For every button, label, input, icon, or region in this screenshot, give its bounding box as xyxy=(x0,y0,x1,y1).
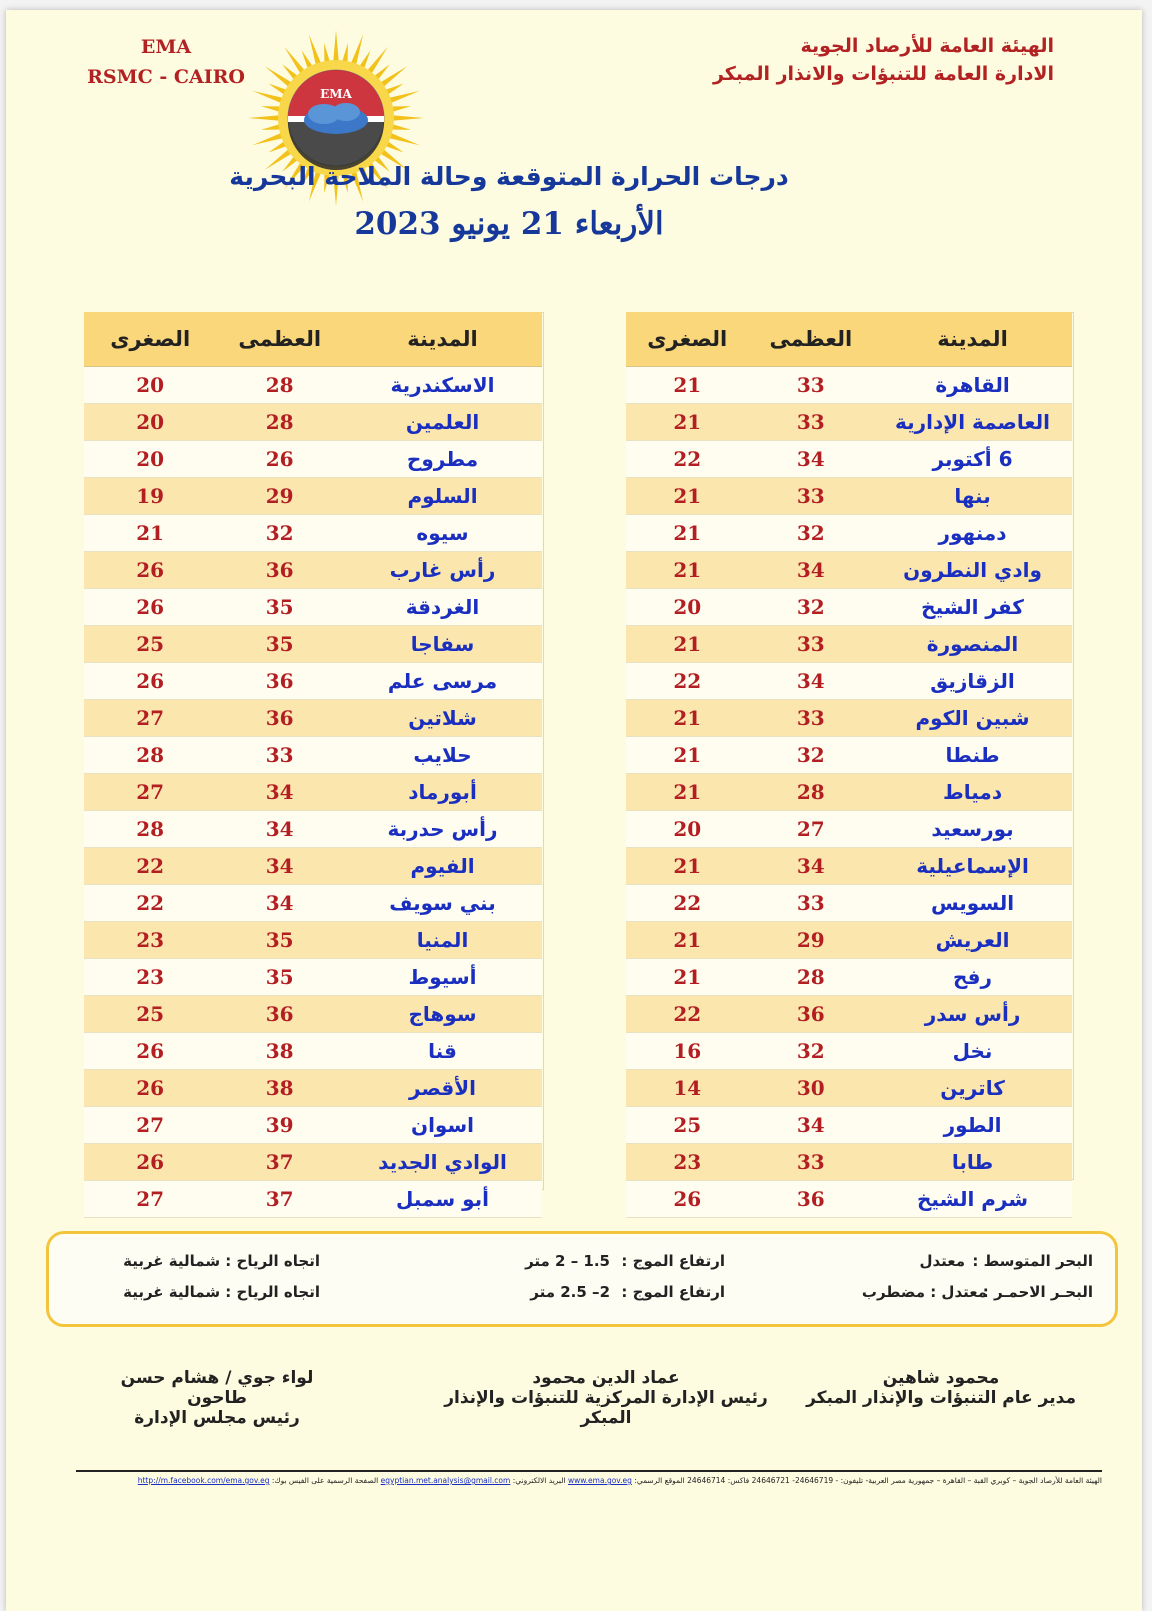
max-temp: 32 xyxy=(749,515,874,552)
city-name: رأس غارب xyxy=(343,552,542,589)
col-min-header: الصغرى xyxy=(626,312,749,367)
col-city-header: المدينة xyxy=(873,312,1072,367)
max-temp: 29 xyxy=(216,478,343,515)
table-row xyxy=(84,700,542,737)
table-row xyxy=(626,1107,1072,1144)
city-name: أسيوط xyxy=(343,959,542,996)
city-name: القاهرة xyxy=(873,367,1072,404)
max-temp: 38 xyxy=(216,1070,343,1107)
table-row xyxy=(84,922,542,959)
max-temp: 32 xyxy=(749,737,874,774)
city-name: بنها xyxy=(873,478,1072,515)
max-temp: 33 xyxy=(749,367,874,404)
signatory-name: عماد الدين محمود xyxy=(532,1368,680,1388)
col-max-header: العظمى xyxy=(749,312,874,367)
city-name: الزقازيق xyxy=(873,663,1072,700)
city-name: الإسماعيلية xyxy=(873,848,1072,885)
table-row xyxy=(626,700,1072,737)
city-name: دمنهور xyxy=(873,515,1072,552)
city-name: رأس حدربة xyxy=(343,811,542,848)
wind-direction: اتجاه الرياح : شمالية غربية xyxy=(123,1252,320,1270)
col-city-header: المدينة xyxy=(343,312,542,367)
city-name: رفح xyxy=(873,959,1072,996)
city-name: سوهاج xyxy=(343,996,542,1033)
table-row xyxy=(626,774,1072,811)
min-temp: 27 xyxy=(84,774,216,811)
min-temp: 21 xyxy=(626,515,749,552)
city-name: اسوان xyxy=(343,1107,542,1144)
min-temp: 26 xyxy=(626,1181,749,1218)
website-link[interactable]: www.ema.gov.eg xyxy=(567,1476,632,1485)
bulletin-title: درجات الحرارة المتوقعة وحالة الملاحة البحرية xyxy=(229,162,789,191)
table-row xyxy=(84,885,542,922)
max-temp: 34 xyxy=(216,774,343,811)
min-temp: 21 xyxy=(626,478,749,515)
min-temp: 28 xyxy=(84,811,216,848)
max-temp: 28 xyxy=(749,959,874,996)
table-row xyxy=(84,552,542,589)
table-row xyxy=(84,1107,542,1144)
max-temp: 38 xyxy=(216,1033,343,1070)
min-temp: 22 xyxy=(84,885,216,922)
min-temp: 21 xyxy=(626,404,749,441)
max-temp: 34 xyxy=(749,441,874,478)
table-row xyxy=(626,441,1072,478)
footer-contact xyxy=(76,1476,1102,1485)
city-name: شرم الشيخ xyxy=(873,1181,1072,1218)
min-temp: 21 xyxy=(626,552,749,589)
email-label: البريد الالكتروني: xyxy=(512,1476,566,1485)
left-temperature-table xyxy=(84,312,542,1218)
min-temp: 27 xyxy=(84,1107,216,1144)
city-name: 6 أكتوبر xyxy=(873,441,1072,478)
table-row xyxy=(84,1033,542,1070)
min-temp: 25 xyxy=(84,626,216,663)
max-temp: 34 xyxy=(749,552,874,589)
min-temp: 26 xyxy=(84,1070,216,1107)
city-name: بورسعيد xyxy=(873,811,1072,848)
min-temp: 21 xyxy=(626,700,749,737)
max-temp: 33 xyxy=(749,404,874,441)
min-temp: 23 xyxy=(84,922,216,959)
city-name: دمياط xyxy=(873,774,1072,811)
min-temp: 23 xyxy=(626,1144,749,1181)
max-temp: 36 xyxy=(749,996,874,1033)
table-row xyxy=(626,478,1072,515)
city-name: الطور xyxy=(873,1107,1072,1144)
city-name: مطروح xyxy=(343,441,542,478)
min-temp: 21 xyxy=(626,959,749,996)
city-name: العاصمة الإدارية xyxy=(873,404,1072,441)
city-name: كاترين xyxy=(873,1070,1072,1107)
table-row xyxy=(84,1181,542,1218)
table-row xyxy=(626,552,1072,589)
ema-acronym: EMA xyxy=(140,36,192,58)
signature-forecast-director xyxy=(806,1368,1076,1408)
table-row xyxy=(84,959,542,996)
min-temp: 27 xyxy=(84,700,216,737)
max-temp: 28 xyxy=(749,774,874,811)
table-row xyxy=(626,663,1072,700)
wave-height-label: ارتفاع الموج : xyxy=(621,1252,725,1270)
signature-chairman xyxy=(92,1368,342,1428)
max-temp: 34 xyxy=(216,848,343,885)
org-line-1: الهيئة العامة للأرصاد الجوية xyxy=(800,35,1054,57)
table-row xyxy=(84,441,542,478)
city-name: أبو سمبل xyxy=(343,1181,542,1218)
wind-direction: اتجاه الرياح : شمالية غربية xyxy=(123,1283,320,1301)
min-temp: 26 xyxy=(84,1144,216,1181)
city-name: طنطا xyxy=(873,737,1072,774)
max-temp: 33 xyxy=(749,700,874,737)
wave-height-value: 2– 2.5 متر xyxy=(530,1283,610,1301)
max-temp: 33 xyxy=(749,885,874,922)
footer-divider xyxy=(76,1470,1102,1472)
table-row xyxy=(84,848,542,885)
max-temp: 27 xyxy=(749,811,874,848)
min-temp: 22 xyxy=(626,441,749,478)
city-name: وادي النطرون xyxy=(873,552,1072,589)
signatory-name: لواء جوي / هشام حسن طاحون xyxy=(120,1368,314,1408)
min-temp: 25 xyxy=(626,1107,749,1144)
org-line-2: الادارة العامة للتنبؤات والانذار المبكر xyxy=(712,63,1054,85)
table-row xyxy=(626,1181,1072,1218)
city-name: قنا xyxy=(343,1033,542,1070)
city-name: المنيا xyxy=(343,922,542,959)
city-name: السلوم xyxy=(343,478,542,515)
table-row xyxy=(84,737,542,774)
city-name: سفاجا xyxy=(343,626,542,663)
min-temp: 20 xyxy=(84,367,216,404)
max-temp: 35 xyxy=(216,959,343,996)
table-row xyxy=(84,774,542,811)
wave-height-label: ارتفاع الموج : xyxy=(621,1283,725,1301)
min-temp: 26 xyxy=(84,589,216,626)
city-name: الوادي الجديد xyxy=(343,1144,542,1181)
min-temp: 20 xyxy=(626,811,749,848)
facebook-link[interactable]: http://m.facebook.com/ema.gov.eg xyxy=(137,1476,270,1485)
max-temp: 35 xyxy=(216,589,343,626)
table-row xyxy=(626,1070,1072,1107)
signature-central-director xyxy=(416,1368,796,1428)
min-temp: 21 xyxy=(626,848,749,885)
city-name: الفيوم xyxy=(343,848,542,885)
email-link[interactable]: egyptian.met.analysis@gmail.com xyxy=(380,1476,511,1485)
max-temp: 28 xyxy=(216,404,343,441)
min-temp: 21 xyxy=(84,515,216,552)
min-temp: 20 xyxy=(84,441,216,478)
table-row xyxy=(626,885,1072,922)
bulletin-date: الأربعاء 21 يونيو 2023 xyxy=(354,206,664,242)
min-temp: 21 xyxy=(626,922,749,959)
organization-name xyxy=(713,32,1054,88)
table-row xyxy=(626,515,1072,552)
city-name: بني سويف xyxy=(343,885,542,922)
min-temp: 26 xyxy=(84,552,216,589)
min-temp: 26 xyxy=(84,1033,216,1070)
min-temp: 26 xyxy=(84,663,216,700)
max-temp: 35 xyxy=(216,922,343,959)
table-row xyxy=(626,922,1072,959)
city-name: العلمين xyxy=(343,404,542,441)
min-temp: 14 xyxy=(626,1070,749,1107)
table-row xyxy=(84,626,542,663)
max-temp: 28 xyxy=(216,367,343,404)
city-name: السويس xyxy=(873,885,1072,922)
wave-height-value: 1.5 – 2 متر xyxy=(525,1252,610,1270)
facebook-label: الصفحة الرسمية على الفيس بوك: xyxy=(271,1476,379,1485)
city-name: الأقصر xyxy=(343,1070,542,1107)
max-temp: 34 xyxy=(749,848,874,885)
max-temp: 37 xyxy=(216,1144,343,1181)
max-temp: 34 xyxy=(216,811,343,848)
rsmc-label: RSMC - CAIRO xyxy=(87,66,245,88)
table-row xyxy=(84,515,542,552)
min-temp: 21 xyxy=(626,737,749,774)
max-temp: 36 xyxy=(749,1181,874,1218)
sea-name: البحر المتوسط : xyxy=(972,1252,1093,1270)
table-row xyxy=(84,996,542,1033)
right-temperature-table xyxy=(626,312,1072,1218)
max-temp: 29 xyxy=(749,922,874,959)
table-row xyxy=(84,478,542,515)
table-row xyxy=(626,626,1072,663)
table-row xyxy=(626,848,1072,885)
max-temp: 32 xyxy=(749,1033,874,1070)
table-row xyxy=(84,663,542,700)
table-row xyxy=(626,1144,1072,1181)
max-temp: 26 xyxy=(216,441,343,478)
table-row xyxy=(626,737,1072,774)
max-temp: 33 xyxy=(216,737,343,774)
sea-condition: معتدل : مضطرب xyxy=(861,1283,987,1301)
max-temp: 36 xyxy=(216,996,343,1033)
max-temp: 34 xyxy=(749,663,874,700)
city-name: شبين الكوم xyxy=(873,700,1072,737)
col-min-header: الصغرى xyxy=(84,312,216,367)
max-temp: 32 xyxy=(749,589,874,626)
city-name: شلاتين xyxy=(343,700,542,737)
max-temp: 33 xyxy=(749,1144,874,1181)
min-temp: 21 xyxy=(626,626,749,663)
sea-state-box xyxy=(46,1231,1118,1327)
table-row xyxy=(626,404,1072,441)
city-name: طابا xyxy=(873,1144,1072,1181)
max-temp: 34 xyxy=(749,1107,874,1144)
min-temp: 22 xyxy=(626,663,749,700)
max-temp: 36 xyxy=(216,552,343,589)
table-row xyxy=(84,1144,542,1181)
min-temp: 25 xyxy=(84,996,216,1033)
signatory-role: رئيس مجلس الإدارة xyxy=(134,1408,300,1428)
max-temp: 36 xyxy=(216,663,343,700)
city-name: نخل xyxy=(873,1033,1072,1070)
city-name: كفر الشيخ xyxy=(873,589,1072,626)
logo-text: EMA xyxy=(320,87,352,101)
table-row xyxy=(84,589,542,626)
signatory-role: رئيس الإدارة المركزية للتنبؤات والإنذار المبكر xyxy=(444,1388,768,1428)
city-name: العريش xyxy=(873,922,1072,959)
min-temp: 23 xyxy=(84,959,216,996)
max-temp: 39 xyxy=(216,1107,343,1144)
table-row xyxy=(626,959,1072,996)
max-temp: 33 xyxy=(749,478,874,515)
table-row xyxy=(84,811,542,848)
min-temp: 20 xyxy=(626,589,749,626)
table-row xyxy=(626,1033,1072,1070)
city-name: المنصورة xyxy=(873,626,1072,663)
signatory-name: محمود شاهين xyxy=(882,1368,1000,1388)
city-name: رأس سدر xyxy=(873,996,1072,1033)
min-temp: 19 xyxy=(84,478,216,515)
table-row xyxy=(84,367,542,404)
min-temp: 22 xyxy=(84,848,216,885)
table-row xyxy=(84,1070,542,1107)
signatory-role: مدير عام التنبؤات والإنذار المبكر xyxy=(806,1388,1076,1408)
table-row xyxy=(626,367,1072,404)
max-temp: 32 xyxy=(216,515,343,552)
city-name: حلايب xyxy=(343,737,542,774)
min-temp: 21 xyxy=(626,367,749,404)
city-name: أبورماد xyxy=(343,774,542,811)
table-row xyxy=(626,811,1072,848)
bulletin-page xyxy=(6,10,1142,1611)
sea-row-mediterranean xyxy=(49,1252,1115,1278)
min-temp: 16 xyxy=(626,1033,749,1070)
footer-address: الهيئة العامة للأرصاد الجوية – كوبري القبة – القاهرة – جمهورية مصر العربية- تليفون: - 24646719- 24646721 فاكس: 24646714 الموقع الرسمي: xyxy=(634,1476,1102,1485)
max-temp: 35 xyxy=(216,626,343,663)
city-name: سيوه xyxy=(343,515,542,552)
max-temp: 34 xyxy=(216,885,343,922)
min-temp: 28 xyxy=(84,737,216,774)
city-name: الغردقة xyxy=(343,589,542,626)
table-row xyxy=(626,589,1072,626)
sea-name: البحـر الاحمـر : xyxy=(982,1283,1093,1301)
min-temp: 22 xyxy=(626,885,749,922)
max-temp: 37 xyxy=(216,1181,343,1218)
ema-latin-header xyxy=(66,32,266,92)
table-row xyxy=(626,996,1072,1033)
min-temp: 21 xyxy=(626,774,749,811)
max-temp: 36 xyxy=(216,700,343,737)
max-temp: 30 xyxy=(749,1070,874,1107)
city-name: الاسكندرية xyxy=(343,367,542,404)
min-temp: 20 xyxy=(84,404,216,441)
min-temp: 22 xyxy=(626,996,749,1033)
sea-condition: معتدل xyxy=(919,1252,965,1270)
city-name: مرسى علم xyxy=(343,663,542,700)
min-temp: 27 xyxy=(84,1181,216,1218)
table-row xyxy=(84,404,542,441)
col-max-header: العظمى xyxy=(216,312,343,367)
max-temp: 33 xyxy=(749,626,874,663)
sea-row-red-sea xyxy=(49,1283,1115,1309)
